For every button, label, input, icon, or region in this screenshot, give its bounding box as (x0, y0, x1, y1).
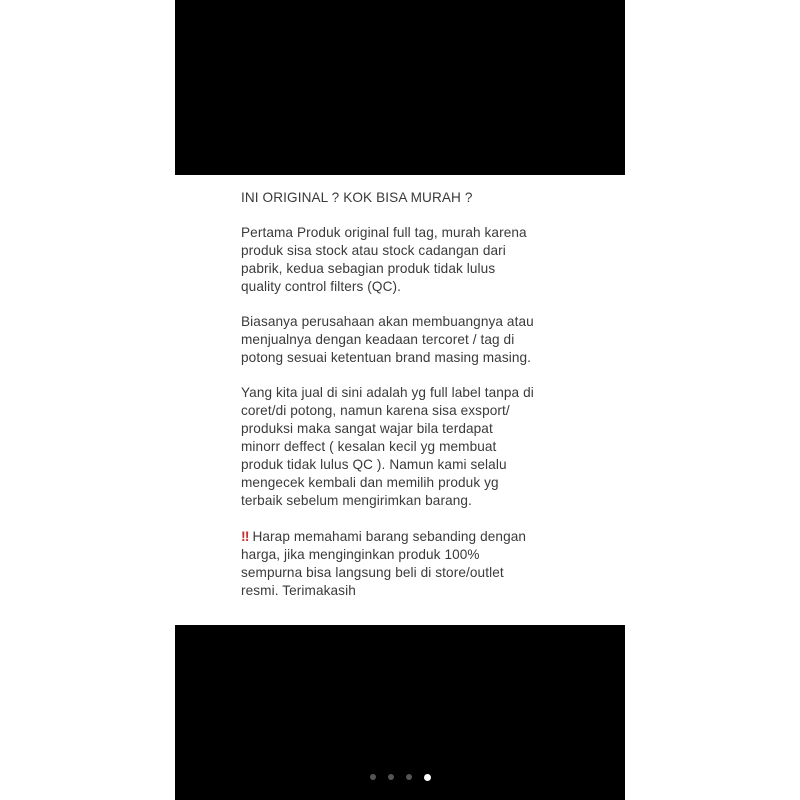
paragraph-2: Biasanya perusahaan akan membuangnya atau menjualnya dengan keadaan tercoret / tag di potong sesuai ketentuan brand masing masing. (241, 314, 534, 365)
carousel-dot-2[interactable] (388, 774, 394, 780)
carousel-dot-3[interactable] (406, 774, 412, 780)
image-viewer[interactable] (175, 0, 625, 800)
paragraph-4-block (241, 527, 571, 600)
carousel-dot-1[interactable] (370, 774, 376, 780)
post-text (241, 189, 571, 617)
paragraph-1: Pertama Produk original full tag, murah karena produk sisa stock atau stock cadangan dari pabrik, kedua sebagian produk tidak lulus quality control filters (QC). (241, 225, 527, 294)
paragraph-4: Harap memahami barang sebanding dengan harga, jika menginginkan produk 100% sempurna bisa langsung beli di store/outlet resmi. Terimakasih (241, 529, 527, 598)
paragraph-3: Yang kita jual di sini adalah yg full label tanpa di coret/di potong, namun karena sisa exsport/ produksi maka sangat wajar bila terdapat minorr deffect ( kesalan kecil yg membuat produk tidak lulus QC ). Namun kami selalu mengecek kembali dan memilih produk yg terbaik sebelum mengirimkan barang. (241, 385, 534, 508)
carousel-dot-4[interactable] (424, 774, 431, 781)
carousel-slide (175, 175, 625, 625)
post-title: INI ORIGINAL ? KOK BISA MURAH ? (241, 190, 473, 205)
double-exclamation-icon: ‼ (241, 528, 249, 544)
carousel-indicators (175, 772, 625, 782)
